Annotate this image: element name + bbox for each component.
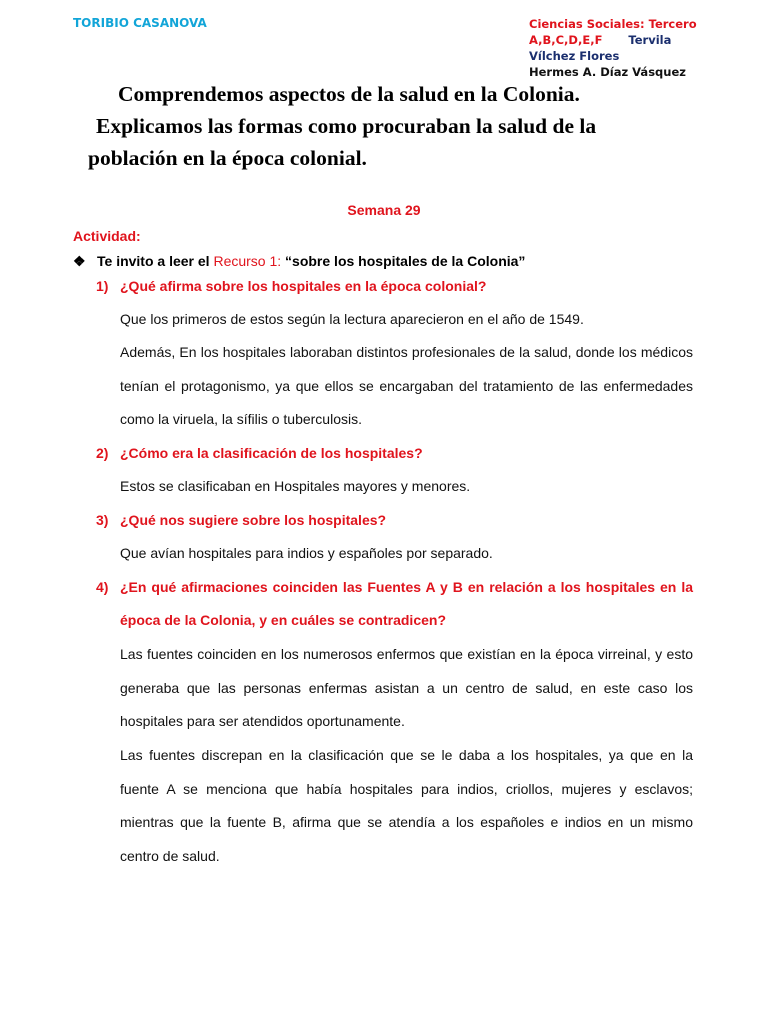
- question-4: [96, 571, 693, 637]
- question-number: 4): [96, 579, 109, 595]
- teacher-2: Hermes A. Díaz Vásquez: [529, 65, 686, 79]
- answer-1-paragraph-2: Además, En los hospitales laboraban distintos profesionales de la salud, donde los médicos tenían el protagonismo, ya que ellos se encargaban del tratamiento de las enfermedades como la viruela, la sífilis o tuberculosis.: [120, 344, 693, 427]
- course-sections-line: [529, 32, 759, 48]
- question-1: [96, 270, 693, 303]
- answer-4-paragraph-2: Las fuentes discrepan en la clasificación que se le daba a los hospitales, ya que en la fuente A se menciona que había hospitales para indios, criollos, mujeres y esclavos; mientras que la fuente B, afirma que se atendía a los españoles e indios en un mismo centro de salud.: [120, 747, 693, 864]
- question-3: [96, 504, 693, 537]
- instruction-prefix: Te invito a leer el: [97, 253, 210, 269]
- question-text: ¿Qué afirma sobre los hospitales en la época colonial?: [120, 278, 487, 294]
- teacher-1-first: Tervila: [628, 33, 672, 47]
- answer-4-paragraph-1: Las fuentes coinciden en los numerosos enfermos que existían en la época virreinal, y esto generaba que las personas enfermas asistan a un centro de salud, en este caso los hospitales para ser atendidos oportunamente.: [120, 646, 693, 729]
- question-number: 3): [96, 512, 109, 528]
- course-name: Ciencias Sociales: Tercero: [529, 17, 697, 31]
- question-number: 1): [96, 278, 109, 294]
- answer-3-paragraph-1: Que avían hospitales para indios y españoles por separado.: [120, 545, 493, 561]
- question-text: ¿Qué nos sugiere sobre los hospitales?: [120, 512, 387, 528]
- title-line-1: Comprendemos aspectos de la salud en la Colonia.: [118, 82, 580, 106]
- diamond-bullet-icon: ❖: [73, 253, 86, 269]
- course-sections: A,B,C,D,E,F: [529, 33, 603, 47]
- question-text: ¿Cómo era la clasificación de los hospitales?: [120, 445, 423, 461]
- title-line-2: Explicamos las formas como procuraban la salud de la: [96, 114, 597, 138]
- course-info: [529, 16, 759, 80]
- question-number: 2): [96, 445, 109, 461]
- question-text: ¿En qué afirmaciones coinciden las Fuentes A y B en relación a los hospitales en la época de la Colonia, y en cuáles se contradicen?: [120, 579, 693, 628]
- reading-instruction: [73, 253, 525, 270]
- teacher-1-last: Vílchez Flores: [529, 49, 620, 63]
- question-2: [96, 437, 693, 470]
- answer-1-paragraph-1: Que los primeros de estos según la lectura aparecieron en el año de 1549.: [120, 311, 584, 327]
- title-line-3: población en la época colonial.: [88, 146, 367, 170]
- resource-title: “sobre los hospitales de la Colonia”: [285, 253, 526, 269]
- week-label: Semana 29: [347, 202, 421, 218]
- activity-label: Actividad:: [73, 228, 141, 244]
- resource-label: Recurso 1:: [213, 253, 282, 269]
- author-name: TORIBIO CASANOVA: [73, 16, 207, 30]
- answer-2-paragraph-1: Estos se clasificaban en Hospitales mayores y menores.: [120, 478, 471, 494]
